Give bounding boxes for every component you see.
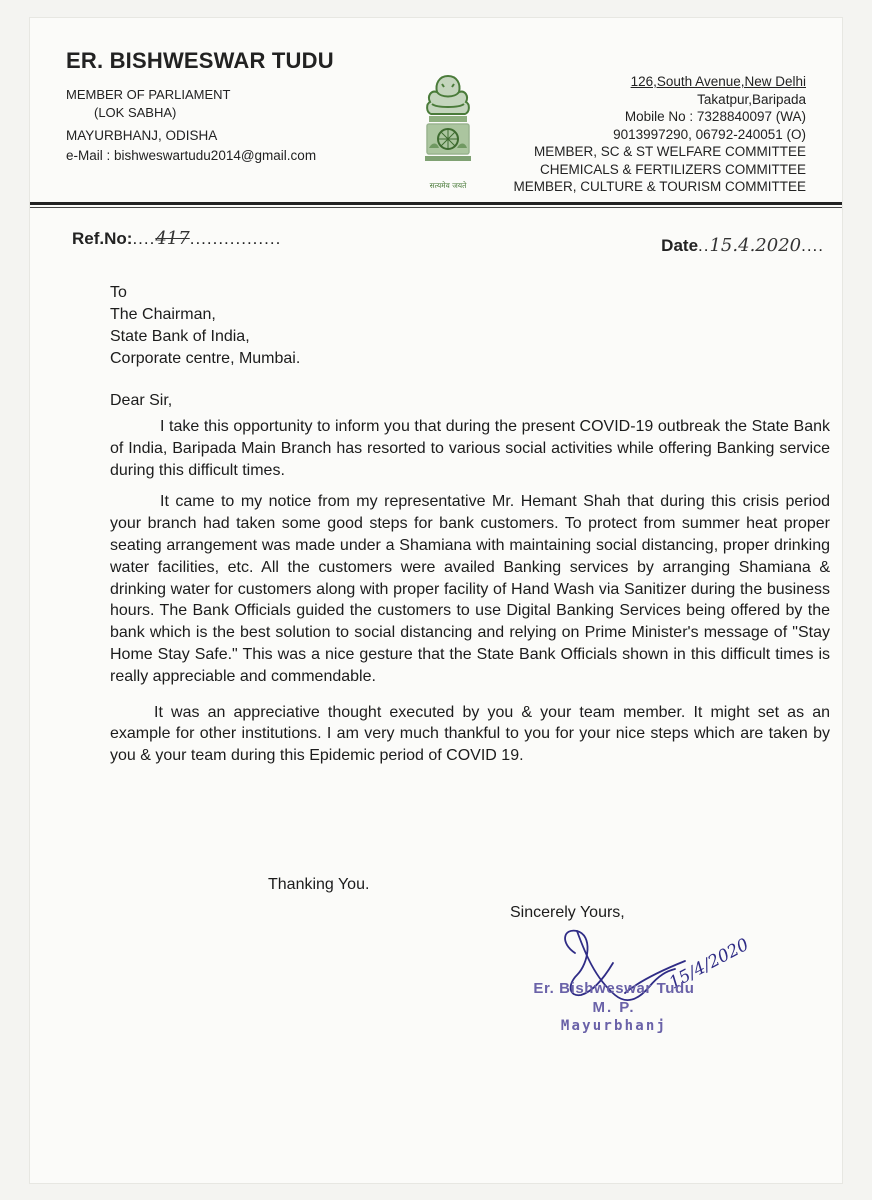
committee-1: MEMBER, SC & ST WELFARE COMMITTEE	[533, 144, 806, 159]
phone-numbers: 9013997290, 06792-240051 (O)	[613, 126, 806, 142]
ref-label: Ref.No:	[72, 229, 133, 248]
national-emblem	[408, 70, 488, 191]
body-paragraph: It came to my notice from my representative Mr. Hemant Shah that during this crisis period your branch had taken some good steps for bank customers. To protect from summer heat proper seating arrangement was made under a Shamiana with maintaining social distancing, proper drinking water facilities, etc. All the customers were availed Banking services by arranging Shamiana & drinking water for customers along with proper facility of Hand Wash via Sanitizer during the business hours. The Bank Officials guided the customers to use Digital Banking Services being offered by the bank which is the best solution to social distancing and relying on Prime Minister's message of "Stay Home Stay Safe." This was a nice gesture that the State Bank Officials shown in this difficult times is really appreciable and commendable.	[110, 493, 830, 685]
emblem-motto: सत्यमेव जयते	[429, 181, 467, 190]
letterhead-right	[513, 73, 806, 196]
body-paragraph: I take this opportunity to inform you that during the present COVID-19 outbreak the State Bank of India, Baripada Main Branch has resorted to various social activities while offering Banking service during this difficult times.	[110, 418, 830, 479]
header-divider-thin	[30, 207, 842, 208]
signature-date-text: 15/4/2020	[665, 934, 753, 994]
committee-2: CHEMICALS & FERTILIZERS COMMITTEE	[539, 161, 806, 177]
body-paragraph: It was an appreciative thought executed by you & your team member. It might set as an example for other institutions. I am very much thankful to you for your nice steps which are taken by you & your team during this Epidemic period of COVID 19.	[110, 703, 830, 765]
closing-thanks: Thanking You.	[268, 876, 370, 893]
stamp-name: Er. Bishweswar Tudu	[533, 980, 695, 997]
date-dots-before: ..	[698, 236, 710, 255]
addressee-line: State Bank of India,	[110, 328, 250, 345]
addressee-line: Corporate centre, Mumbai.	[110, 350, 301, 367]
mobile-number: Mobile No : 7328840097 (WA)	[624, 109, 806, 124]
committee-3: MEMBER, CULTURE & TOURISM COMMITTEE	[513, 179, 806, 194]
letter-body	[110, 416, 830, 777]
header-divider	[30, 202, 842, 205]
letter-date	[661, 235, 824, 256]
addressee-line: The Chairman,	[110, 306, 216, 323]
sender-house: (LOK SABHA)	[94, 105, 177, 120]
ref-dots-before: ....	[132, 229, 156, 248]
closing-sincerely: Sincerely Yours,	[510, 904, 625, 921]
lion-capital-icon	[417, 70, 479, 180]
stamp-constituency: Mayurbhanj	[560, 1018, 668, 1034]
stamp-designation: M. P.	[592, 999, 636, 1016]
ref-handwritten-value: 417	[155, 228, 190, 249]
salutation: Dear Sir,	[110, 392, 173, 409]
sender-name: ER. BISHWESWAR TUDU	[66, 48, 334, 73]
date-dots-after: ....	[801, 236, 824, 255]
address-baripada: Takatpur,Baripada	[697, 91, 806, 107]
addressee-block	[110, 282, 300, 370]
sender-constituency: MAYURBHANJ, ODISHA	[66, 128, 218, 143]
letter-page	[30, 18, 842, 1183]
letterhead-left	[66, 48, 334, 166]
date-handwritten-value: 15.4.2020	[709, 235, 802, 256]
addressee-line: To	[110, 284, 127, 301]
date-label: Date	[661, 236, 699, 255]
ref-dots-after: ................	[189, 229, 282, 248]
reference-number	[72, 228, 281, 249]
sender-title: MEMBER OF PARLIAMENT	[66, 87, 231, 102]
address-delhi: 126,South Avenue,New Delhi	[630, 74, 806, 89]
sender-email: e-Mail : bishweswartudu2014@gmail.com	[66, 148, 317, 163]
designation-stamp	[514, 980, 714, 1034]
